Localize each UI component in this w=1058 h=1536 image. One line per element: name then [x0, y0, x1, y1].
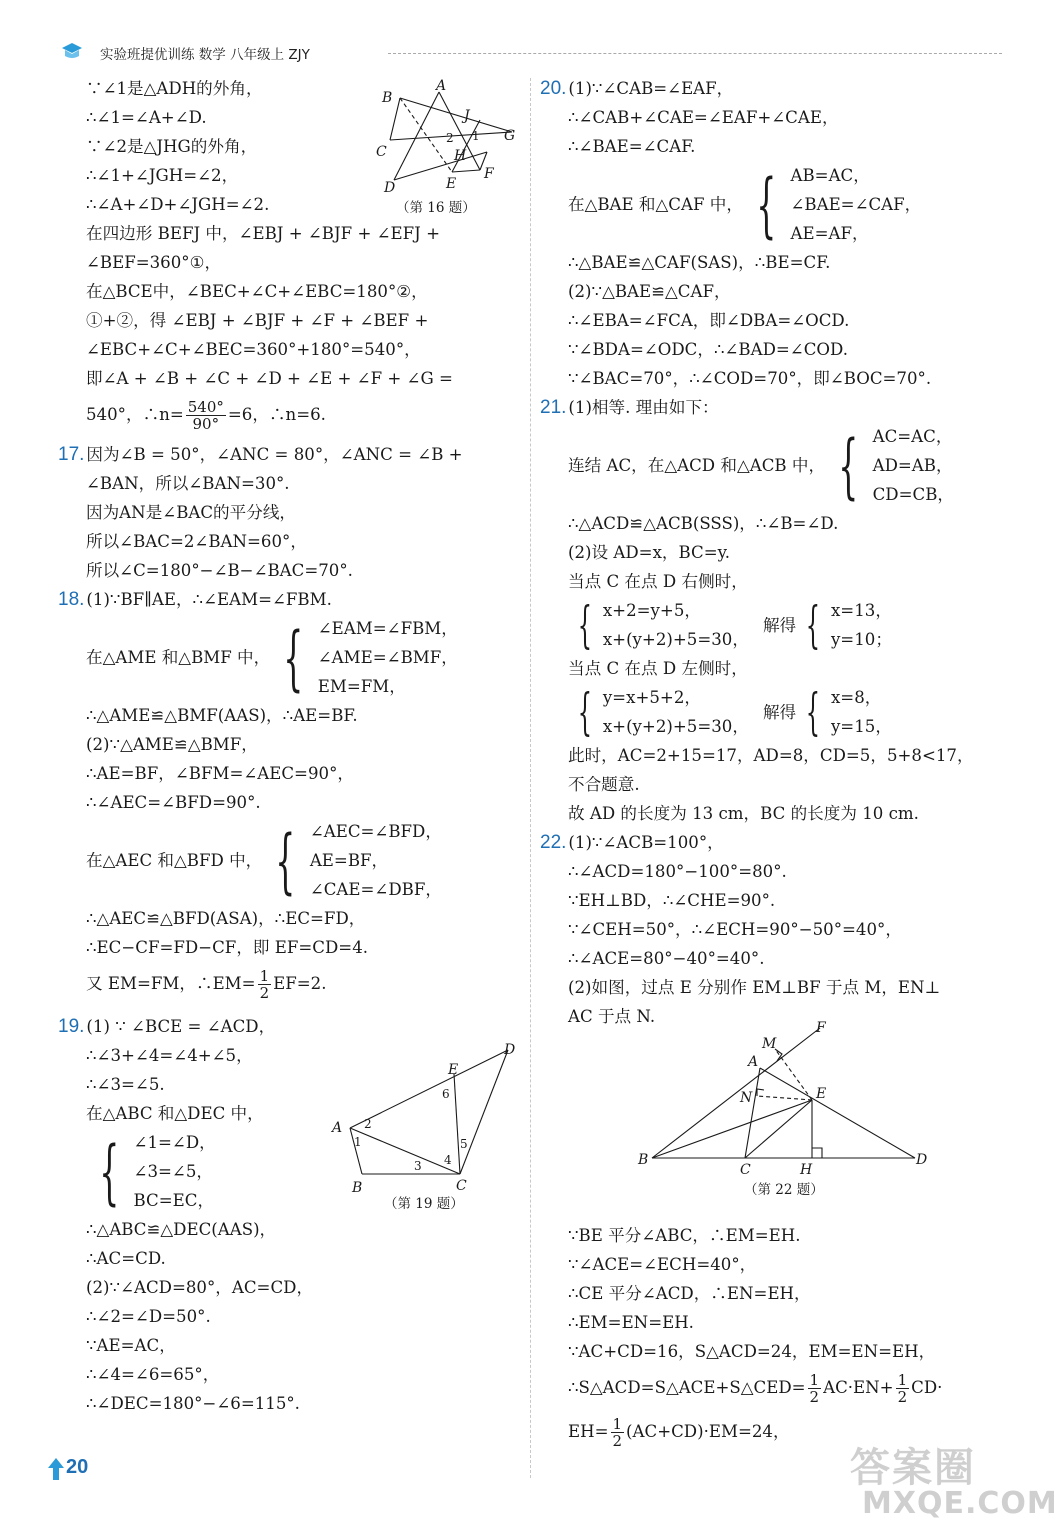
brace-icon: { — [577, 596, 593, 654]
text-line: (2)∵△BAE≌△CAF， — [568, 282, 731, 301]
question-number: 20. — [540, 78, 567, 99]
label-H: H — [454, 148, 467, 164]
text-line: ∠BEF=360°①， — [86, 253, 222, 272]
text-fragment: =6，∴n=6. — [227, 405, 326, 424]
text-line: (1)相等. 理由如下： — [568, 398, 719, 417]
text-line: ∴AE=BF，∠BFM=∠AEC=90°， — [86, 764, 354, 783]
text-line: ∴∠1=∠A+∠D. — [86, 108, 207, 127]
arrow-up-icon — [46, 1456, 66, 1486]
text-line: ∴∠3=∠5. — [86, 1075, 165, 1094]
equation-system — [540, 161, 1010, 248]
text-line: ∴△ACD≌△ACB(SSS)，∴∠B=∠D. — [568, 514, 839, 533]
text-line: ∴∠EBA=∠FCA，即∠DBA=∠OCD. — [568, 311, 850, 330]
text-line: (1) ∵ ∠BCE = ∠ACD， — [86, 1017, 276, 1036]
text-line: (1)∵∠CAB=∠EAF， — [568, 79, 734, 98]
text-line: ∴∠CAB+∠CAE=∠EAF+∠CAE， — [568, 108, 839, 127]
figure-22 — [630, 1016, 940, 1210]
label-D: D — [504, 1042, 516, 1058]
system-line: y=15， — [830, 717, 892, 736]
text-line: (1)∵∠ACB=100°， — [568, 833, 724, 852]
question-number: 17. — [58, 444, 85, 465]
fraction-denominator: 90° — [192, 415, 220, 433]
label-C: C — [376, 144, 387, 160]
equation-system — [540, 683, 1010, 741]
text-line-fraction — [58, 393, 523, 437]
system-line: CD=CB， — [872, 485, 954, 504]
text-line: ∴∠AEC=∠BFD=90°. — [86, 793, 261, 812]
question-number: 22. — [540, 832, 567, 853]
text-line: ∴∠BAE=∠CAF. — [568, 137, 696, 156]
label-E: E — [816, 1086, 827, 1102]
text-line: ∵∠2是△JHG的外角， — [86, 137, 258, 156]
label-D: D — [384, 180, 396, 196]
answer-21 — [540, 393, 1010, 828]
text-line: ∵∠BDA=∠ODC，∴∠BAD=∠COD. — [568, 340, 848, 359]
page-number — [46, 1452, 94, 1486]
system-line: x+(y+2)+5=30， — [602, 717, 749, 736]
label-B: B — [638, 1152, 649, 1168]
text-line: ∴∠A+∠D+∠JGH=∠2. — [86, 195, 270, 214]
system-line: x=8， — [830, 688, 882, 707]
system-prefix: 在△BAE 和△CAF 中， — [568, 195, 743, 214]
system-prefix: 在△AME 和△BMF 中， — [86, 648, 271, 667]
label-5: 5 — [460, 1137, 468, 1151]
system-line: BC=EC， — [133, 1191, 215, 1210]
text-line: ∴CE 平分∠ACD，∴EN=EH， — [568, 1284, 811, 1303]
system-line: ∠CAE=∠DBF， — [309, 880, 442, 899]
fraction-numerator: 1 — [259, 967, 270, 985]
text-line: 所以∠C=180°−∠B−∠BAC=70°. — [86, 561, 353, 580]
text-line: ∵AE=AC， — [86, 1336, 176, 1355]
text-line: 即∠A + ∠B + ∠C + ∠D + ∠E + ∠F + ∠G = — [86, 369, 453, 388]
brace-icon: { — [99, 1130, 120, 1213]
book-title: 实验班提优训练 数学 八年级上 ZJY — [100, 47, 310, 63]
figure-19-caption: （第 19 题） — [384, 1196, 464, 1212]
label-A: A — [748, 1054, 759, 1070]
text-line: ∴△AEC≌△BFD(ASA)，∴EC=FD， — [86, 909, 366, 928]
text-line: (2)设 AD=x，BC=y. — [568, 543, 731, 562]
system-line: AE=BF， — [309, 851, 389, 870]
text-fragment: EH= — [568, 1422, 609, 1441]
solve-label: 解得 — [762, 702, 797, 722]
text-line: 在△BCE中，∠BEC+∠C+∠EBC=180°②， — [86, 282, 428, 301]
figure-22-diagram — [630, 1016, 940, 1206]
text-line: ∴△ABC≌△DEC(AAS)， — [86, 1220, 277, 1239]
text-line: 所以∠BAC=2∠BAN=60°， — [86, 532, 307, 551]
figure-16-caption: （第 16 题） — [396, 200, 476, 216]
text-line: 不合题意. — [568, 775, 640, 794]
text-line: (1)∵BF∥AE，∴∠EAM=∠FBM. — [86, 590, 332, 609]
figure-19-diagram — [328, 1034, 528, 1214]
right-column — [540, 74, 1010, 1454]
column-divider — [530, 78, 531, 1478]
text-line: 在△ABC 和△DEC 中， — [86, 1104, 264, 1123]
watermark-url: MXQE.COM — [862, 1486, 1058, 1521]
brace-icon: { — [577, 683, 593, 741]
label-2: 2 — [364, 1117, 372, 1131]
system-line: x=13， — [830, 601, 892, 620]
text-fragment: 又 EM=FM，∴EM= — [86, 974, 256, 993]
system-line: AC=AC， — [872, 427, 953, 446]
label-B: B — [352, 1180, 363, 1196]
text-line: ∴EC−CF=FD−CF，即 EF=CD=4. — [86, 938, 369, 957]
label-1: 1 — [472, 129, 480, 143]
watermark-title: 答案圈 — [850, 1445, 976, 1491]
text-line-fraction — [58, 962, 523, 1006]
watermark — [850, 1436, 1058, 1528]
figure-16-diagram — [372, 80, 522, 220]
figure-16 — [372, 80, 522, 224]
text-line: ∵∠CEH=50°，∴∠ECH=90°−50°=40°， — [568, 920, 902, 939]
system-line: EM=FM， — [317, 677, 406, 696]
system-prefix: 连结 AC，在△ACD 和△ACB 中， — [568, 456, 826, 475]
label-N: N — [740, 1090, 753, 1106]
text-line: ∴∠1+∠JGH=∠2， — [86, 166, 239, 185]
answer-20 — [540, 74, 1010, 393]
text-line: ∵∠BAC=70°，∴∠COD=70°，即∠BOC=70°. — [568, 369, 932, 388]
label-D: D — [916, 1152, 928, 1168]
text-line: ∴∠4=∠6=65°， — [86, 1365, 220, 1384]
text-line: ∴∠3+∠4=∠4+∠5， — [86, 1046, 253, 1065]
text-line: ∵AC+CD=16，S△ACD=24，EM=EN=EH， — [568, 1342, 936, 1361]
system-line: x+2=y+5， — [602, 601, 701, 620]
text-line: ∵∠ACE=∠ECH=40°， — [568, 1255, 757, 1274]
system-line: y=10； — [830, 630, 892, 649]
text-line: ∵BE 平分∠ABC，∴EM=EH. — [568, 1226, 801, 1245]
text-line: ∵∠1是△ADH的外角， — [86, 79, 263, 98]
system-line: x+(y+2)+5=30， — [602, 630, 749, 649]
label-3: 3 — [414, 1159, 422, 1173]
answer-18 — [58, 585, 523, 1006]
system-line: AB=AC， — [790, 166, 870, 185]
equation-system — [58, 817, 523, 904]
label-C: C — [740, 1162, 751, 1178]
equation-system — [540, 422, 1010, 509]
text-line: ∴∠DEC=180°−∠6=115°. — [86, 1394, 300, 1413]
text-line: ∴∠ACD=180°−100°=80°. — [568, 862, 787, 881]
text-line: ∴∠2=∠D=50°. — [86, 1307, 211, 1326]
fraction-numerator: 1 — [809, 1371, 820, 1389]
label-B: B — [382, 90, 393, 106]
equation-system — [58, 614, 523, 701]
system-line: ∠BAE=∠CAF， — [790, 195, 922, 214]
brace-icon: { — [275, 819, 296, 902]
text-line: ∴△AME≌△BMF(AAS)，∴AE=BF. — [86, 706, 358, 725]
fraction — [896, 1372, 910, 1405]
fraction-denominator: 2 — [612, 1432, 623, 1450]
text-line-fraction — [540, 1366, 1010, 1410]
system-line: ∠AEC=∠BFD， — [309, 822, 442, 841]
text-fragment: 540°，∴n= — [86, 405, 184, 424]
fraction — [186, 399, 226, 432]
solve-label: 解得 — [762, 615, 797, 635]
text-line: 此时，AC=2+15=17，AD=8，CD=5，5+8<17， — [568, 746, 974, 765]
label-G: G — [504, 128, 516, 144]
system-line: y=x+5+2， — [602, 688, 701, 707]
text-line: AC 于点 N. — [568, 1007, 656, 1026]
label-E: E — [448, 1062, 459, 1078]
fraction-numerator: 1 — [612, 1415, 623, 1433]
equation-system — [540, 596, 1010, 654]
fraction-numerator: 1 — [897, 1371, 908, 1389]
brace-icon: { — [756, 163, 777, 246]
label-E: E — [446, 176, 457, 192]
label-4: 4 — [444, 1153, 452, 1167]
system-line: ∠1=∠D， — [133, 1133, 216, 1152]
brace-icon: { — [805, 683, 821, 741]
label-6: 6 — [442, 1087, 450, 1101]
text-line: 当点 C 在点 D 左侧时， — [568, 659, 748, 678]
text-line: ∴AC=CD. — [86, 1249, 166, 1268]
system-line: ∠3=∠5， — [133, 1162, 213, 1181]
question-number: 21. — [540, 397, 567, 418]
system-prefix: 在△AEC 和△BFD 中， — [86, 851, 263, 870]
text-line: 因为∠B = 50°，∠ANC = 80°，∠ANC = ∠B + — [86, 445, 463, 464]
fraction — [258, 968, 272, 1001]
text-line: 当点 C 在点 D 右侧时， — [568, 572, 748, 591]
fraction — [611, 1416, 625, 1449]
text-line: ∠EBC+∠C+∠BEC=360°+180°=540°， — [86, 340, 421, 359]
label-C: C — [456, 1178, 467, 1194]
header-rule — [388, 53, 1002, 54]
text-fragment: EF=2. — [273, 974, 327, 993]
fraction-denominator: 2 — [809, 1388, 820, 1406]
brace-icon: { — [283, 616, 304, 699]
label-J: J — [464, 108, 470, 124]
label-A: A — [332, 1120, 343, 1136]
brace-icon: { — [805, 596, 821, 654]
label-H: H — [800, 1162, 813, 1178]
label-F: F — [816, 1020, 826, 1036]
fraction-denominator: 2 — [897, 1388, 908, 1406]
text-fragment: ∴S△ACD=S△ACE+S△CED= — [568, 1378, 806, 1397]
text-line: ∵EH⊥BD，∴∠CHE=90°. — [568, 891, 776, 910]
label-M: M — [762, 1036, 777, 1052]
label-F: F — [484, 166, 494, 182]
answer-17 — [58, 440, 523, 585]
text-line: ∠BAN，所以∠BAN=30°. — [86, 474, 290, 493]
text-fragment: CD· — [911, 1378, 943, 1397]
text-line: (2)如图，过点 E 分别作 EM⊥BF 于点 M，EN⊥ — [568, 978, 941, 997]
text-fragment: AC·EN+ — [823, 1378, 894, 1397]
text-line: 因为AN是∠BAC的平分线， — [86, 503, 297, 522]
text-line: (2)∵△AME≌△BMF， — [86, 735, 258, 754]
book-logo-icon — [60, 40, 84, 62]
question-number: 18. — [58, 589, 85, 610]
question-number: 19. — [58, 1016, 85, 1037]
label-1: 1 — [354, 1135, 362, 1149]
fraction — [808, 1372, 822, 1405]
text-line: 在四边形 BEFJ 中，∠EBJ + ∠BJF + ∠EFJ + — [86, 224, 440, 243]
text-line: ①+②，得 ∠EBJ + ∠BJF + ∠F + ∠BEF + — [86, 311, 429, 330]
text-line: ∴∠ACE=80°−40°=40°. — [568, 949, 765, 968]
system-line: ∠EAM=∠FBM， — [317, 619, 458, 638]
text-fragment: (AC+CD)·EM=24， — [626, 1422, 790, 1441]
system-line: AE=AF， — [790, 224, 869, 243]
system-line: AD=AB， — [872, 456, 953, 475]
brace-icon: { — [838, 424, 859, 507]
fraction-denominator: 2 — [259, 984, 270, 1002]
text-line: 故 AD 的长度为 13 cm，BC 的长度为 10 cm. — [568, 804, 919, 823]
page-header — [52, 38, 1002, 68]
fraction-numerator: 540° — [187, 398, 224, 416]
text-line: ∴EM=EN=EH. — [568, 1313, 694, 1332]
figure-19 — [328, 1034, 528, 1218]
label-A: A — [436, 78, 447, 94]
text-line: (2)∵∠ACD=80°，AC=CD， — [86, 1278, 314, 1297]
text-line: ∴△BAE≌△CAF(SAS)，∴BE=CF. — [568, 253, 831, 272]
system-line: ∠AME=∠BMF， — [317, 648, 458, 667]
page-number-text: 20 — [66, 1456, 89, 1478]
label-2: 2 — [446, 131, 454, 145]
figure-22-caption: （第 22 题） — [744, 1182, 824, 1198]
